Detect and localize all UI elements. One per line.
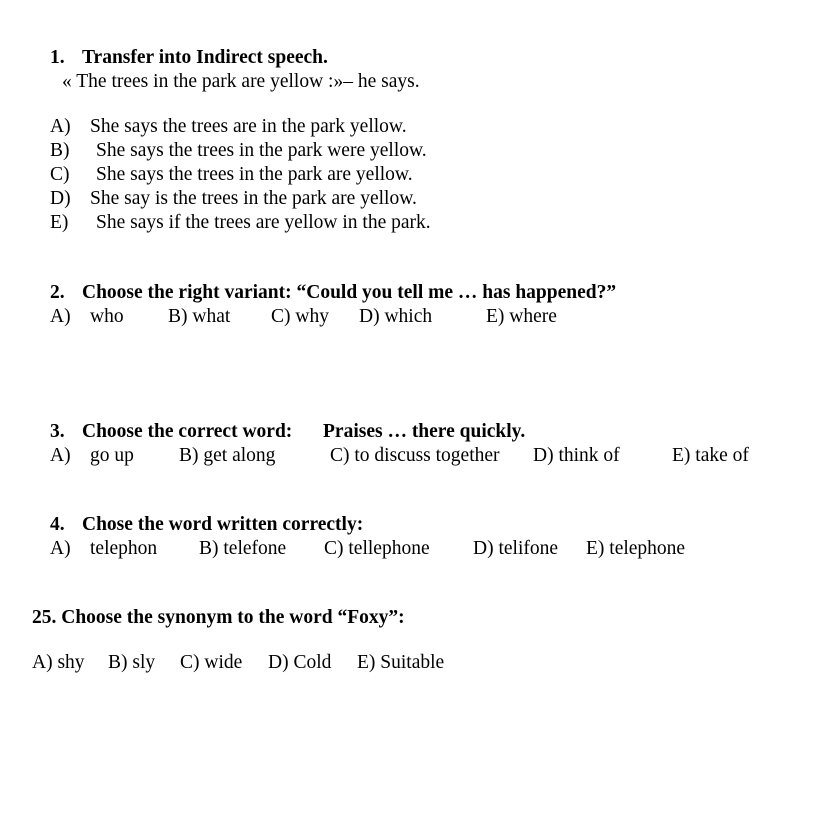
q1-option-c-text: She says the trees in the park are yellow. <box>96 164 413 185</box>
q4-option-b: B) telefone <box>199 538 287 559</box>
q2-option-e: E) where <box>486 306 557 327</box>
q25-option-a: A) shy <box>32 652 85 673</box>
q4-option-a-letter: A) <box>50 538 71 559</box>
q1-quote: « The trees in the park are yellow :»– he says. <box>62 71 420 92</box>
q3-number: 3. <box>50 421 65 442</box>
q3-option-a-letter: A) <box>50 445 71 466</box>
q25-option-c: C) wide <box>180 652 243 673</box>
q3-option-d: D) think of <box>533 445 620 466</box>
q1-option-a-letter: A) <box>50 116 71 137</box>
q3-option-b: B) get along <box>179 445 276 466</box>
q4-option-a-text: telephon <box>90 538 158 559</box>
q1-option-a-text: She says the trees are in the park yellow. <box>90 116 407 137</box>
q25-option-d: D) Cold <box>268 652 332 673</box>
q4-option-e: E) telephone <box>586 538 686 559</box>
q1-option-e-text: She says if the trees are yellow in the park. <box>96 212 431 233</box>
q2-option-c: C) why <box>271 306 329 327</box>
q2-number: 2. <box>50 282 65 303</box>
q1-option-b-text: She says the trees in the park were yellow. <box>96 140 427 161</box>
q3-option-a-text: go up <box>90 445 134 466</box>
q25-option-e: E) Suitable <box>357 652 445 673</box>
q2-option-a-text: who <box>90 306 124 327</box>
q1-title: Transfer into Indirect speech. <box>82 47 328 68</box>
q25-option-b: B) sly <box>108 652 156 673</box>
q4-title: Chose the word written correctly: <box>82 514 364 535</box>
q4-option-c: C) tellephone <box>324 538 430 559</box>
q2-option-b: B) what <box>168 306 231 327</box>
q2-option-a-letter: A) <box>50 306 71 327</box>
q1-option-d-text: She say is the trees in the park are yellow. <box>90 188 417 209</box>
q3-title: Choose the correct word: <box>82 421 293 442</box>
q3-option-e: E) take of <box>672 445 749 466</box>
q4-option-d: D) telifone <box>473 538 559 559</box>
q1-option-c-letter: C) <box>50 164 70 185</box>
q4-number: 4. <box>50 514 65 535</box>
q1-option-e-letter: E) <box>50 212 69 233</box>
q3-option-c: C) to discuss together <box>330 445 500 466</box>
q25-title: 25. Choose the synonym to the word “Foxy”: <box>32 607 405 628</box>
q2-title: Choose the right variant: “Could you tell me … has happened?” <box>82 282 617 303</box>
q1-number: 1. <box>50 47 65 68</box>
q2-option-d: D) which <box>359 306 433 327</box>
q1-option-d-letter: D) <box>50 188 71 209</box>
q1-option-b-letter: B) <box>50 140 70 161</box>
q3-sentence: Praises … there quickly. <box>323 421 526 442</box>
